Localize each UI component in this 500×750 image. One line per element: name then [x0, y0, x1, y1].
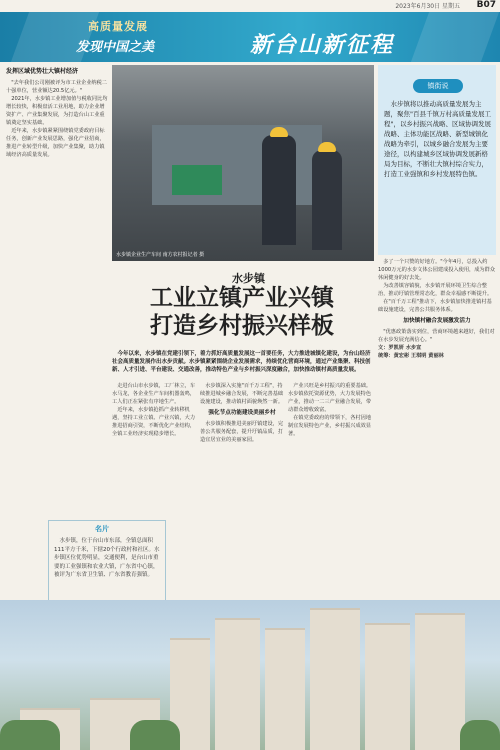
left-paragraph: 近年来，水步镇紧紧围绕镇党委政府目标任务，创新产业发展思路，强化产业招商，推进产业转型升级，加快产业集聚，助力镇域经济高质量发展。	[6, 128, 105, 158]
photo-trees	[460, 720, 500, 750]
right-paragraph: 为改善镇容镇貌，水步镇开展环境卫生综合整治，推动圩镇管理常态化，群众幸福感不断提升。	[378, 283, 493, 297]
headline-line-1: 工业立镇产业兴镇	[150, 284, 334, 311]
quote-text: 水步镇将以推动高质量发展为主题，聚焦"百县千镇万村高质量发展工程"，以乡村振兴战略、区域协调发展战略、主体功能区战略、新型城镇化战略为牵引，以城乡融合发展为主要途径，以构建城乡区域协调发展新格局为目标，不断壮大镇村综合实力，打造工业强镇和乡村发展特色镇。	[384, 100, 491, 178]
hard-hat-icon	[270, 127, 288, 137]
author-credit: 文：罗凯妍 水步宣	[378, 345, 422, 351]
quote-tag: 镇街说	[413, 79, 463, 93]
left-heading: 发挥区域优势壮大镇村经济	[6, 68, 79, 75]
photo-worker	[312, 150, 342, 250]
right-paragraph: 多了一个只赞的好地方。"今年4月，总投入约1000万元的水步文体公园建成投入使用，成为群众休闲健身的好去处。	[378, 259, 495, 281]
photo-building	[415, 613, 465, 750]
headline-line-2: 打造乡村振兴样板	[150, 312, 334, 339]
hard-hat-icon	[318, 142, 336, 152]
banner-stripe	[411, 12, 499, 62]
banner-line-2: 发现中国之美	[76, 40, 155, 55]
right-paragraph: "优惠政策落实到位，营商环境越来越好，我们对在水步发展充满信心。"	[378, 329, 495, 343]
issue-date: 2023年6月30日 星期五	[395, 3, 460, 10]
left-paragraph: "去年我们公司刚被评为市工业企业纳税二十强单位，营业额达20.5亿元。"	[6, 80, 107, 94]
town-aerial-photo	[0, 600, 500, 750]
right-paragraph: 在"百千万工程"推动下，水步镇加快推进镇村基础设施建设，完善公共服务体系。	[378, 299, 492, 313]
article-kicker: 水步镇	[232, 272, 265, 285]
column-paragraph: 走进台山市水步镇，工厂林立，车水马龙，各企业生产车间机器轰鸣，工人们正在紧张有序地生产。	[112, 383, 196, 405]
page-number: B07	[476, 0, 496, 10]
photo-building	[215, 618, 260, 750]
article-column-1	[112, 382, 196, 438]
banner-line-1: 高质量发展	[88, 20, 148, 33]
photo-machine-panel	[172, 165, 222, 195]
photo-worker	[262, 135, 296, 245]
profile-body: 水步镇，位于台山市东部，全镇总面积111平方千米，下辖20个行政村和社区。水步镇区位优势明显，交通便利，是台山市重要的工业强镇和农业大镇，广东省中心镇，被评为广东省卫生镇、广东省教育强镇。	[54, 538, 160, 578]
photo-building	[365, 623, 410, 750]
column-paragraph: 近年来，水步镇抢抓产业转移机遇，坚持工业立镇、产业兴镇，大力推进招商引资，不断优化产业结构，全镇工业经济实现稳步增长。	[112, 407, 196, 437]
left-column	[6, 68, 108, 159]
right-column	[378, 258, 496, 360]
banner-title: 新台山新征程	[250, 32, 395, 58]
photo-caption: 水步镇企业生产车间 南方农村报记者 摄	[116, 252, 205, 258]
photo-trees	[130, 720, 180, 750]
profile-title: 名片	[95, 525, 109, 533]
photo-trees	[0, 720, 60, 750]
right-heading: 加快镇村融合发展激发活力	[403, 318, 471, 324]
article-headline	[112, 284, 372, 340]
column-paragraph: 水步镇积极推进美丽圩镇建设，完善公共服务配套，提升圩镇品质，打造宜居宜业的美丽家园。	[200, 421, 284, 443]
column-heading: 强化节点功能建设美丽乡村	[208, 410, 276, 416]
photo-building	[265, 628, 305, 750]
article-column-2	[200, 382, 284, 444]
article-lead: 今年以来，水步镇在党建引领下，着力抓好高质量发展这一首要任务，大力推进城镇化建设，为台山经济社会高质量发展作出水步贡献。水步镇紧紧围绕企业发展需求，持续优化营商环境，通过产业集聚、科技创新、人才引进、平台建设、交通改善，推动特色产业与乡村振兴深度融合，加快推动镇村高质量发展。	[112, 351, 371, 373]
left-paragraph: 2021年，水步镇工业增加值与税收同比均增长较快，积极盘活工业用地，助力企业增资扩产、产业集聚发展，为打造台山工业重镇奠定坚实基础。	[6, 96, 108, 126]
column-paragraph: 水步镇深入实施"百千万工程"，持续推进城乡融合发展，不断完善基础设施建设，推动镇村面貌焕然一新。	[200, 383, 284, 405]
editor-credit: 统筹：黄宏彬 王琪明 黄丽林	[378, 353, 444, 359]
town-quote-box	[378, 65, 496, 255]
column-paragraph: 产业兴旺是乡村振兴的重要基础。水步镇依托资源优势，大力发展特色产业，推动一二三产业融合发展，带动群众增收致富。	[288, 383, 372, 413]
column-paragraph: 在镇党委政府的带领下，各村因地制宜发展特色产业，乡村振兴成效显著。	[288, 415, 372, 437]
page-header	[0, 0, 500, 12]
article-column-3	[288, 382, 374, 438]
section-banner	[0, 12, 500, 62]
photo-building	[310, 608, 360, 750]
factory-photo	[112, 65, 374, 261]
